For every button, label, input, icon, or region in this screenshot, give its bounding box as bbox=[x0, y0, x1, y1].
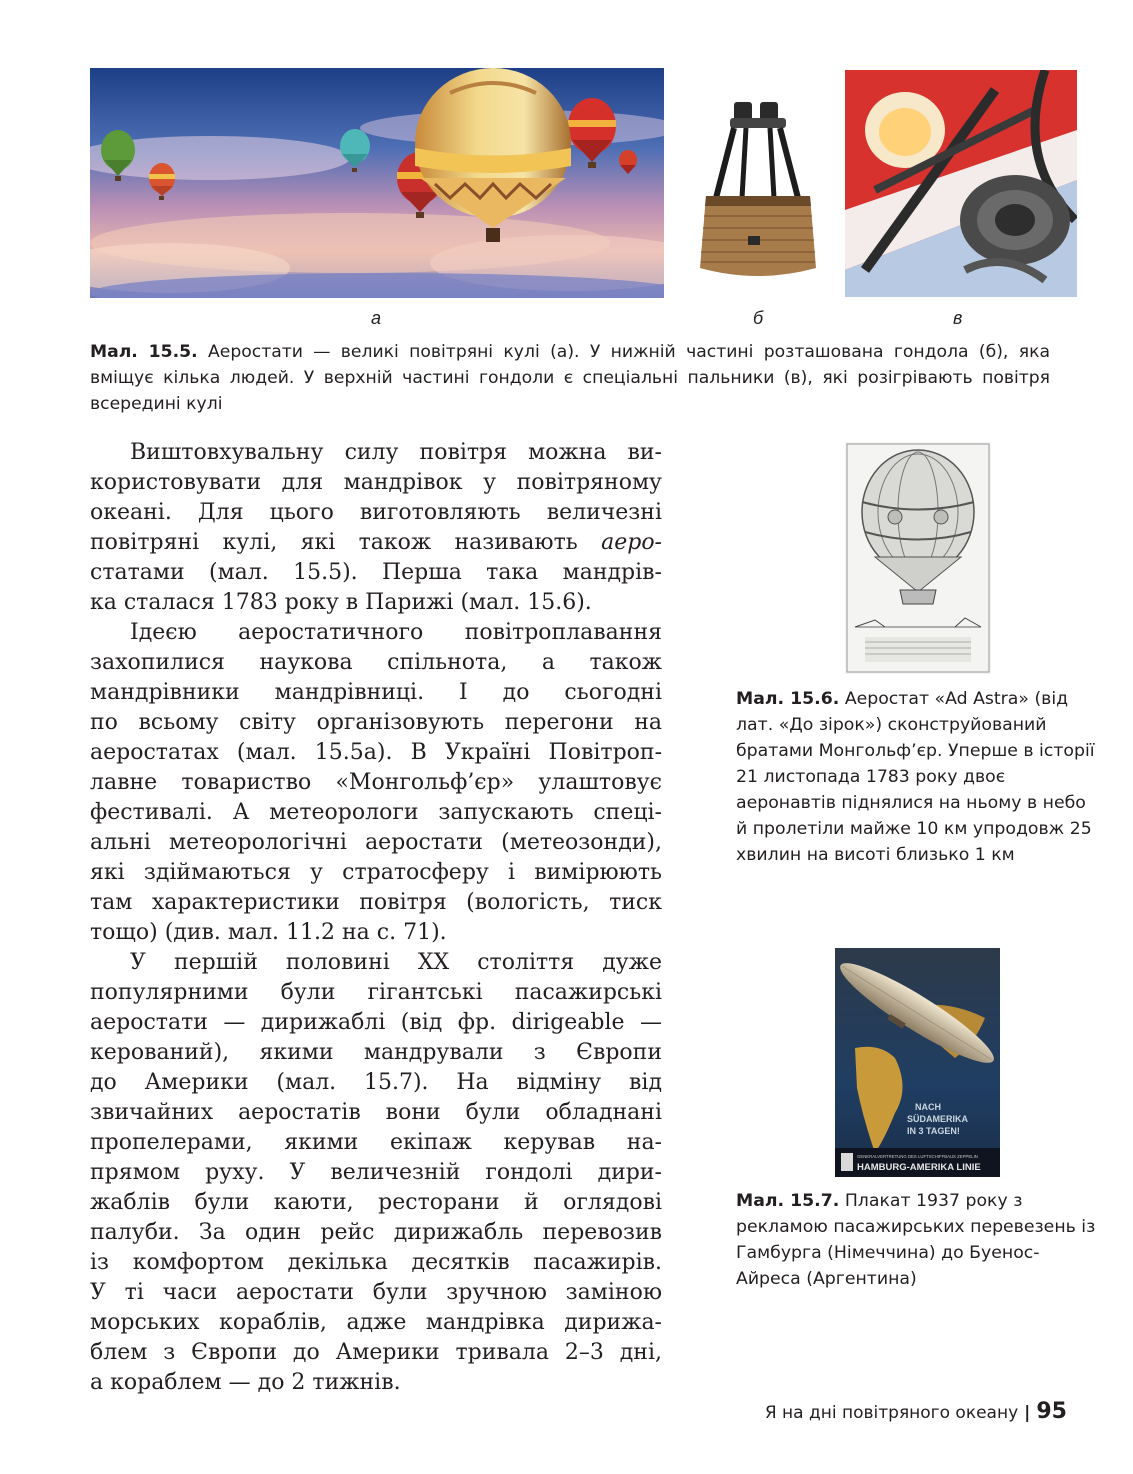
poster-company: HAMBURG-AMERIKA LINIE bbox=[857, 1162, 981, 1173]
body-line: до Америки (мал. 15.7). На відміну від bbox=[90, 1070, 662, 1095]
poster-line-2: SÜDAMERIKA bbox=[907, 1114, 969, 1124]
body-line: які здіймаються у стратосферу і вимірюють bbox=[90, 860, 662, 885]
body-line: статами (мал. 15.5). Перша така мандрів- bbox=[90, 560, 662, 585]
body-line: популярними були гігантські пасажирські bbox=[90, 980, 662, 1005]
body-line: мандрівники мандрівниці. І до сьогодні bbox=[90, 680, 662, 705]
body-line: блем з Європи до Америки тривала 2–3 дні, bbox=[90, 1340, 662, 1365]
company-logo bbox=[841, 1153, 853, 1171]
body-line: там характеристики повітря (вологість, тиск bbox=[90, 890, 662, 915]
burner-illustration bbox=[845, 70, 1077, 297]
burner-photo bbox=[845, 70, 1077, 297]
footer-separator: | bbox=[1024, 1403, 1031, 1423]
poster-line-1: NACH bbox=[915, 1102, 941, 1112]
body-line: океані. Для цього виготовляють величезні bbox=[90, 500, 662, 525]
body-line: Ідеєю аеростатичного повітроплавання bbox=[130, 620, 662, 645]
body-line: У ті часи аеростати були зручною заміною bbox=[90, 1280, 662, 1305]
body-line: лавне товариство «Монгольф’єр» улаштовує bbox=[90, 770, 662, 795]
figure-caption-15-7 bbox=[736, 1188, 1096, 1292]
caption-text: Плакат 1937 року з рекламою пасажирських перевезень із Гамбурга (Німеччина) до Буенос-Айреса (Аргентина) bbox=[736, 1191, 1096, 1289]
balloons-sky-photo bbox=[90, 68, 664, 298]
caption-text: Аеростат «Ad Astra» (від лат. «До зірок») сконструйований братами Монгольф’єр. Уперше в історії 21 листопада 1783 року двоє аеронавтів піднялися на ньому в небо й пролетіли майже 10 км упродовж 25 хвилин на висоті близько 1 км bbox=[736, 689, 1095, 865]
page-number: 95 bbox=[1036, 1399, 1067, 1424]
caption-label: Мал. 15.6. bbox=[736, 689, 840, 709]
body-line: палуби. За один рейс дирижабль перевозив bbox=[90, 1220, 662, 1245]
figure-label-a: а bbox=[371, 308, 382, 328]
body-line: морських кораблів, адже мандрівка дирижа- bbox=[90, 1310, 662, 1335]
body-line: У першій половині ХХ століття дуже bbox=[130, 950, 662, 975]
zeppelin-poster bbox=[835, 948, 1000, 1177]
ad-astra-engraving bbox=[845, 442, 991, 674]
body-line: аеростати — дирижаблі (від фр. dirigeable — bbox=[90, 1010, 662, 1035]
body-line: користовувати для мандрівок у повітряному bbox=[90, 470, 662, 495]
body-line: а кораблем — до 2 тижнів. bbox=[90, 1370, 401, 1395]
figure-label-b: б bbox=[753, 308, 764, 328]
figure-label-c: в bbox=[953, 308, 963, 328]
poster-small-text: GENERALVERTRETUNG DES LUFTSCHIFFBAUS ZEPPELIN bbox=[857, 1154, 978, 1159]
body-line: керований), якими мандрували з Європи bbox=[90, 1040, 662, 1065]
body-line bbox=[90, 528, 662, 558]
body-line: по всьому світу організовують перегони на bbox=[90, 710, 662, 735]
body-line: пропелерами, якими екіпаж керував на- bbox=[90, 1130, 662, 1155]
zeppelin-poster-illustration bbox=[835, 948, 1000, 1177]
body-line: фестивалі. А метеорологи запускають спеці- bbox=[90, 800, 662, 825]
italic-term: аеро- bbox=[601, 530, 662, 555]
body-line: аеростатах (мал. 15.5а). В Україні Повітроп- bbox=[90, 740, 662, 765]
body-line: жаблів були каюти, ресторани й оглядові bbox=[90, 1190, 662, 1215]
gondola-basket-photo bbox=[694, 98, 822, 286]
caption-label: Мал. 15.5. bbox=[90, 342, 198, 362]
page-footer bbox=[765, 1399, 1067, 1424]
caption-label: Мал. 15.7. bbox=[736, 1191, 840, 1211]
body-line: тощо) (див. мал. 11.2 на с. 71). bbox=[90, 920, 447, 945]
main-body-text bbox=[90, 438, 662, 1398]
body-line: прямом руху. У величезній гондолі дири- bbox=[90, 1160, 662, 1185]
poster-line-3: IN 3 TAGEN! bbox=[907, 1126, 960, 1136]
body-line: Виштовхувальну силу повітря можна ви- bbox=[130, 440, 662, 465]
body-line: із комфортом декілька десятків пасажирів. bbox=[90, 1250, 662, 1275]
caption-text: Аеростати — великі повітряні кулі (а). У нижній частині розташована гондола (б), яка вміщує кілька людей. У верхній частині гондоли є спеціальні пальники (в), які розігрівають повітря всередині кулі bbox=[90, 342, 1050, 414]
figure-caption-15-6 bbox=[736, 686, 1096, 868]
figure-caption-15-5 bbox=[90, 339, 1050, 417]
section-title: Я на дні повітряного океану bbox=[764, 1403, 1019, 1423]
ad-astra-illustration bbox=[845, 442, 991, 674]
body-line: ка сталася 1783 року в Парижі (мал. 15.6). bbox=[90, 590, 592, 615]
body-line: захопилися наукова спільнота, а також bbox=[90, 650, 662, 675]
body-line: звичайних аеростатів вони були обладнані bbox=[90, 1100, 662, 1125]
gondola-basket-illustration bbox=[694, 98, 822, 286]
body-line-text: повітряні кулі, які також називають bbox=[90, 530, 602, 555]
body-line: альні метеорологічні аеростати (метеозонди), bbox=[90, 830, 662, 855]
balloons-sky-illustration bbox=[90, 68, 664, 298]
